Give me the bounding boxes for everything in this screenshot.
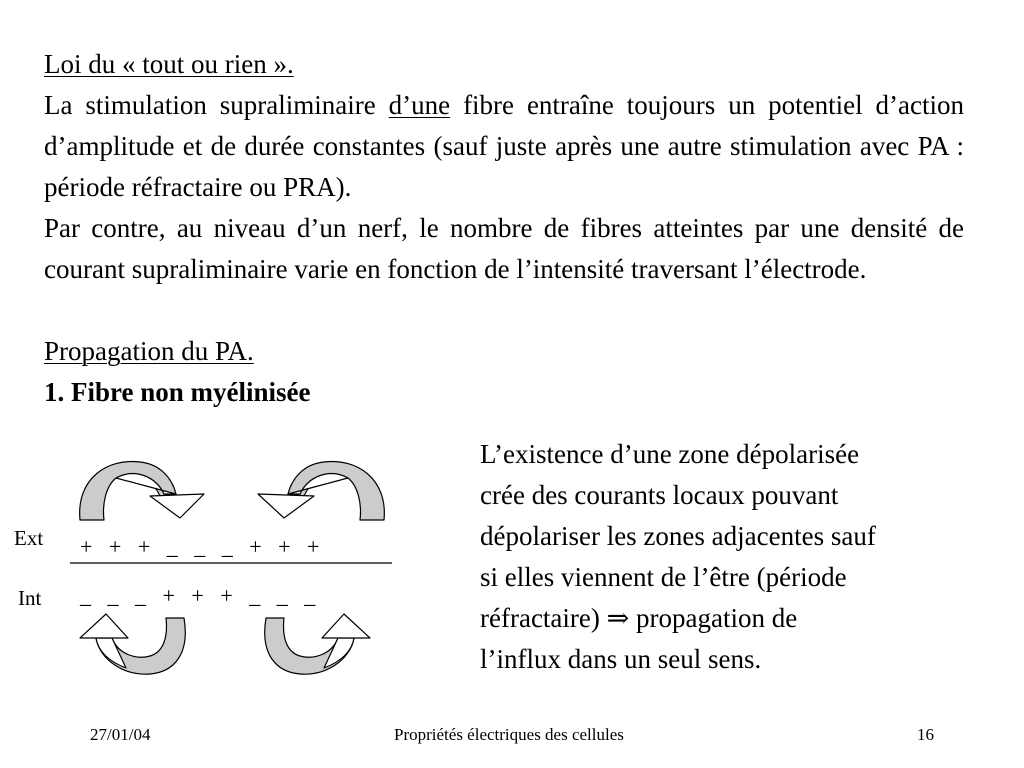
section-heading-propagation <box>44 331 964 372</box>
underlined-word: d’une <box>388 90 451 120</box>
main-text-block <box>44 44 964 413</box>
paragraph-text: La stimulation supraliminaire <box>44 90 389 120</box>
paragraph-nerf: Par contre, au niveau d’un nerf, le nombre de fibres atteintes par une densité de courant supraliminaire varie en fonction de l’intensité traversant l’électrode. <box>44 213 964 284</box>
ext-charges: + + + _ _ _ + + + <box>80 534 320 559</box>
propagation-diagram <box>0 448 440 708</box>
local-current-arrows <box>0 448 440 708</box>
explanation-line: dépolariser les zones adjacentes sauf <box>480 521 876 551</box>
spacer <box>44 290 964 331</box>
arrow-bottom-right <box>265 614 370 674</box>
propagation-explanation <box>480 434 990 680</box>
ext-label: Ext <box>14 526 44 550</box>
heading-text: Propagation du PA. <box>44 336 254 366</box>
paragraph-stimulation <box>44 85 964 208</box>
int-charges: _ _ _ + + + _ _ _ <box>80 583 316 608</box>
heading-text: Loi du « tout ou rien ». <box>44 49 294 79</box>
subheading-fibre-non-myelinisee: 1. Fibre non myélinisée <box>44 377 311 407</box>
explanation-line: crée des courants locaux pouvant <box>480 480 839 510</box>
paragraph-text: fibre entraîne toujours un potentiel d’action d’amplitude et de durée constantes (sauf juste après une autre stimulation avec PA : période réfractaire ou PRA). <box>44 90 964 202</box>
footer-title: Propriétés électriques des cellules <box>394 725 624 744</box>
explanation-line: si elles viennent de l’être (période <box>480 562 847 592</box>
explanation-line: l’influx dans un seul sens. <box>480 644 762 674</box>
explanation-text: propagation de <box>629 603 798 633</box>
arrow-bottom-left <box>80 614 185 674</box>
explanation-line: L’existence d’une zone dépolarisée <box>480 439 860 469</box>
explanation-line <box>480 598 990 639</box>
explanation-text: réfractaire) <box>480 603 607 633</box>
footer-date: 27/01/04 <box>90 725 151 744</box>
footer-page-number: 16 <box>917 725 934 744</box>
implies-symbol: ⇒ <box>606 603 630 633</box>
section-heading-tout-ou-rien <box>44 44 964 85</box>
arrow-top-left <box>80 461 204 520</box>
arrow-top-right <box>258 461 384 520</box>
int-label: Int <box>18 586 42 610</box>
